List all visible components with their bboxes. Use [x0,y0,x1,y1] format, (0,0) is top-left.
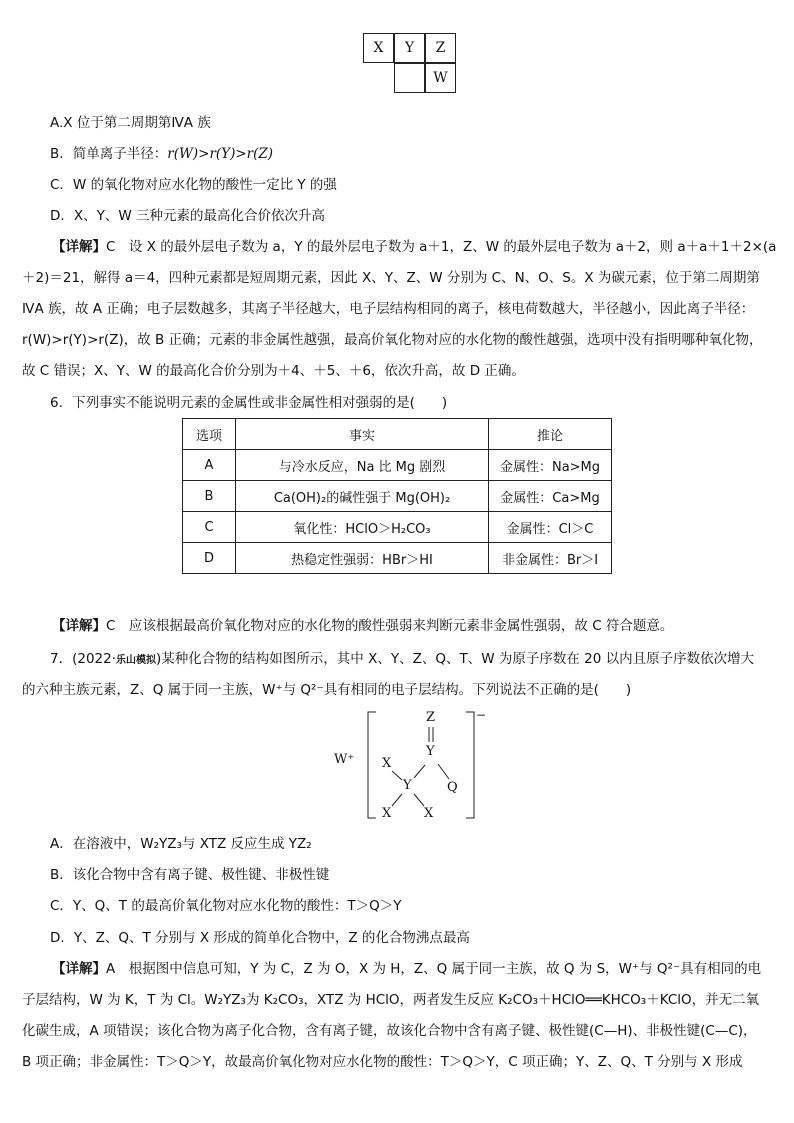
grid-cell-w: W [425,63,456,93]
table-cell-fact: 氧化性：HClO＞H₂CO₃ [236,512,489,543]
atom-y-lower: Y [403,778,412,793]
left-bracket [368,712,376,818]
q5-detail-line4: r(W)>r(Y)>r(Z)，故 B 正确；元素的非金属性越强，最高价氧化物对应的水化物的酸性越强，选项中没有指明哪种氧化物， [22,332,763,348]
q5-detail-tag: 【详解】 [52,239,106,255]
q7-stem-line2: 的六种主族元素，Z、Q 属于同一主族，W⁺与 Q²⁻具有相同的电子层结构。下列说法不正确的是( ) [22,682,632,698]
table-header-row [183,419,612,450]
q7-stem-line1 [50,649,754,671]
table-cell-fact: 热稳定性强弱：HBr＞HI [236,543,489,574]
table-row [183,512,612,543]
q6-detail [52,616,673,636]
bond-line [414,794,424,806]
q7-option-b: B．该化合物中含有离子键、极性键、非极性键 [50,867,330,883]
atom-y-upper: Y [426,744,435,759]
table-row [183,450,612,481]
table-cell-option: B [183,481,236,512]
bond-line [438,764,449,779]
table-cell-inference: 非金属性：Br＞I [489,543,612,574]
bond-line [392,771,402,780]
q5-option-b-formula: r(W)>r(Y)>r(Z) [167,146,274,162]
q5-option-b [50,144,273,164]
q6-table [182,418,612,574]
q5-detail-line1 [52,237,776,257]
q7-stem-prefix: 7．(2022· [50,651,117,667]
bond-line [392,794,402,806]
table-header-inference: 推论 [489,419,612,450]
q7-detail-tag: 【详解】 [52,961,106,977]
table-row [183,543,612,574]
grid-cell-empty [394,63,425,93]
q7-detail-text1: A 根据图中信息可知，Y 为 C，Z 为 O，X 为 H，Z、Q 属于同一主族，故 Q 为 S，W⁺与 Q²⁻具有相同的电 [106,961,762,977]
charge-sign: − [476,708,487,722]
q5-detail-line3: ⅣA 族，故 A 正确；电子层数越多，其离子半径越大，电子层结构相同的离子，核电荷数越大，半径越小，因此离子半径： [22,301,755,317]
grid-cell-x: X [363,33,394,63]
table-cell-fact: Ca(OH)₂的碱性强于 Mg(OH)₂ [236,481,489,512]
q7-detail-line1 [52,959,761,979]
atom-x-bottom-right: X [424,806,434,821]
q5-option-a: A.X 位于第二周期第ⅣA 族 [50,115,211,131]
table-cell-option: C [183,512,236,543]
q7-structure-diagram [328,710,498,822]
bond-line [414,765,425,778]
q7-stem-source: 乐山模拟 [116,655,157,666]
table-header-fact: 事实 [236,419,489,450]
table-cell-fact: 与冷水反应，Na 比 Mg 剧烈 [236,450,489,481]
table-cell-option: A [183,450,236,481]
q7-option-d: D．Y、Z、Q、T 分别与 X 形成的简单化合物中，Z 的化合物沸点最高 [50,930,470,946]
table-row [183,481,612,512]
q5-detail-line2: ＋2)＝21，解得 a＝4，四种元素都是短周期元素，因此 X、Y、Z、W 分别为 C、N、O、S。X 为碳元素，位于第二周期第 [22,270,760,286]
q5-detail-line5: 故 C 错误；X、Y、W 的最高化合价分别为＋4、＋5、＋6，依次升高，故 D 正确。 [22,363,525,379]
q5-option-b-text: B．简单离子半径： [50,146,168,162]
q7-stem-text1: )某种化合物的结构如图所示，其中 X、Y、Z、Q、T、W 为原子序数在 20 以内且原子序数依次增大 [156,651,755,667]
q5-option-c: C．W 的氧化物对应水化物的酸性一定比 Y 的强 [50,177,337,193]
table-cell-inference: 金属性：Ca>Mg [489,481,612,512]
grid-cell-z: Z [425,33,456,63]
table-cell-inference: 金属性：Cl＞C [489,512,612,543]
atom-x-bottom-left: X [382,806,392,821]
grid-cell-y: Y [394,33,425,63]
q6-detail-tag: 【详解】 [52,618,106,634]
q6-detail-text: C 应该根据最高价氧化物对应的水化物的酸性强弱来判断元素非金属性强弱，故 C 符合题意。 [106,618,674,634]
atom-z: Z [426,710,436,725]
q7-detail-line2: 子层结构，W 为 K，T 为 Cl。W₂YZ₃为 K₂CO₃，XTZ 为 HClO，两者发生反应 K₂CO₃＋HClO══KHCO₃＋KClO，并无二氧 [22,992,760,1008]
q7-option-c: C．Y、Q、T 的最高价氧化物对应水化物的酸性：T＞Q＞Y [50,898,402,914]
atom-q: Q [447,780,458,795]
right-bracket [466,712,474,818]
q7-detail-line3: 化碳生成，A 项错误；该化合物为离子化合物，含有离子键，故该化合物中含有离子键、极性键(C—H)、非极性键(C—C)， [22,1023,757,1039]
table-cell-inference: 金属性：Na>Mg [489,450,612,481]
q7-detail-line4: B 项正确；非金属性：T＞Q＞Y，故最高价氧化物对应水化物的酸性：T＞Q＞Y，C 项正确；Y、Z、Q、T 分别与 X 形成 [22,1054,743,1070]
q5-detail-text1: C 设 X 的最外层电子数为 a，Y 的最外层电子数为 a＋1，Z、W 的最外层电子数为 a＋2，则 a＋a＋1＋2×(a [106,239,777,255]
atom-x-left: X [382,756,392,771]
table-header-option: 选项 [183,419,236,450]
q7-option-a: A．在溶液中，W₂YZ₃与 XTZ 反应生成 YZ₂ [50,836,312,852]
q5-option-d: D．X、Y、W 三种元素的最高化合价依次升高 [50,208,326,224]
q6-stem: 6．下列事实不能说明元素的金属性或非金属性相对强弱的是( ) [50,395,448,411]
table-cell-option: D [183,543,236,574]
atom-cation: W⁺ [334,752,355,767]
